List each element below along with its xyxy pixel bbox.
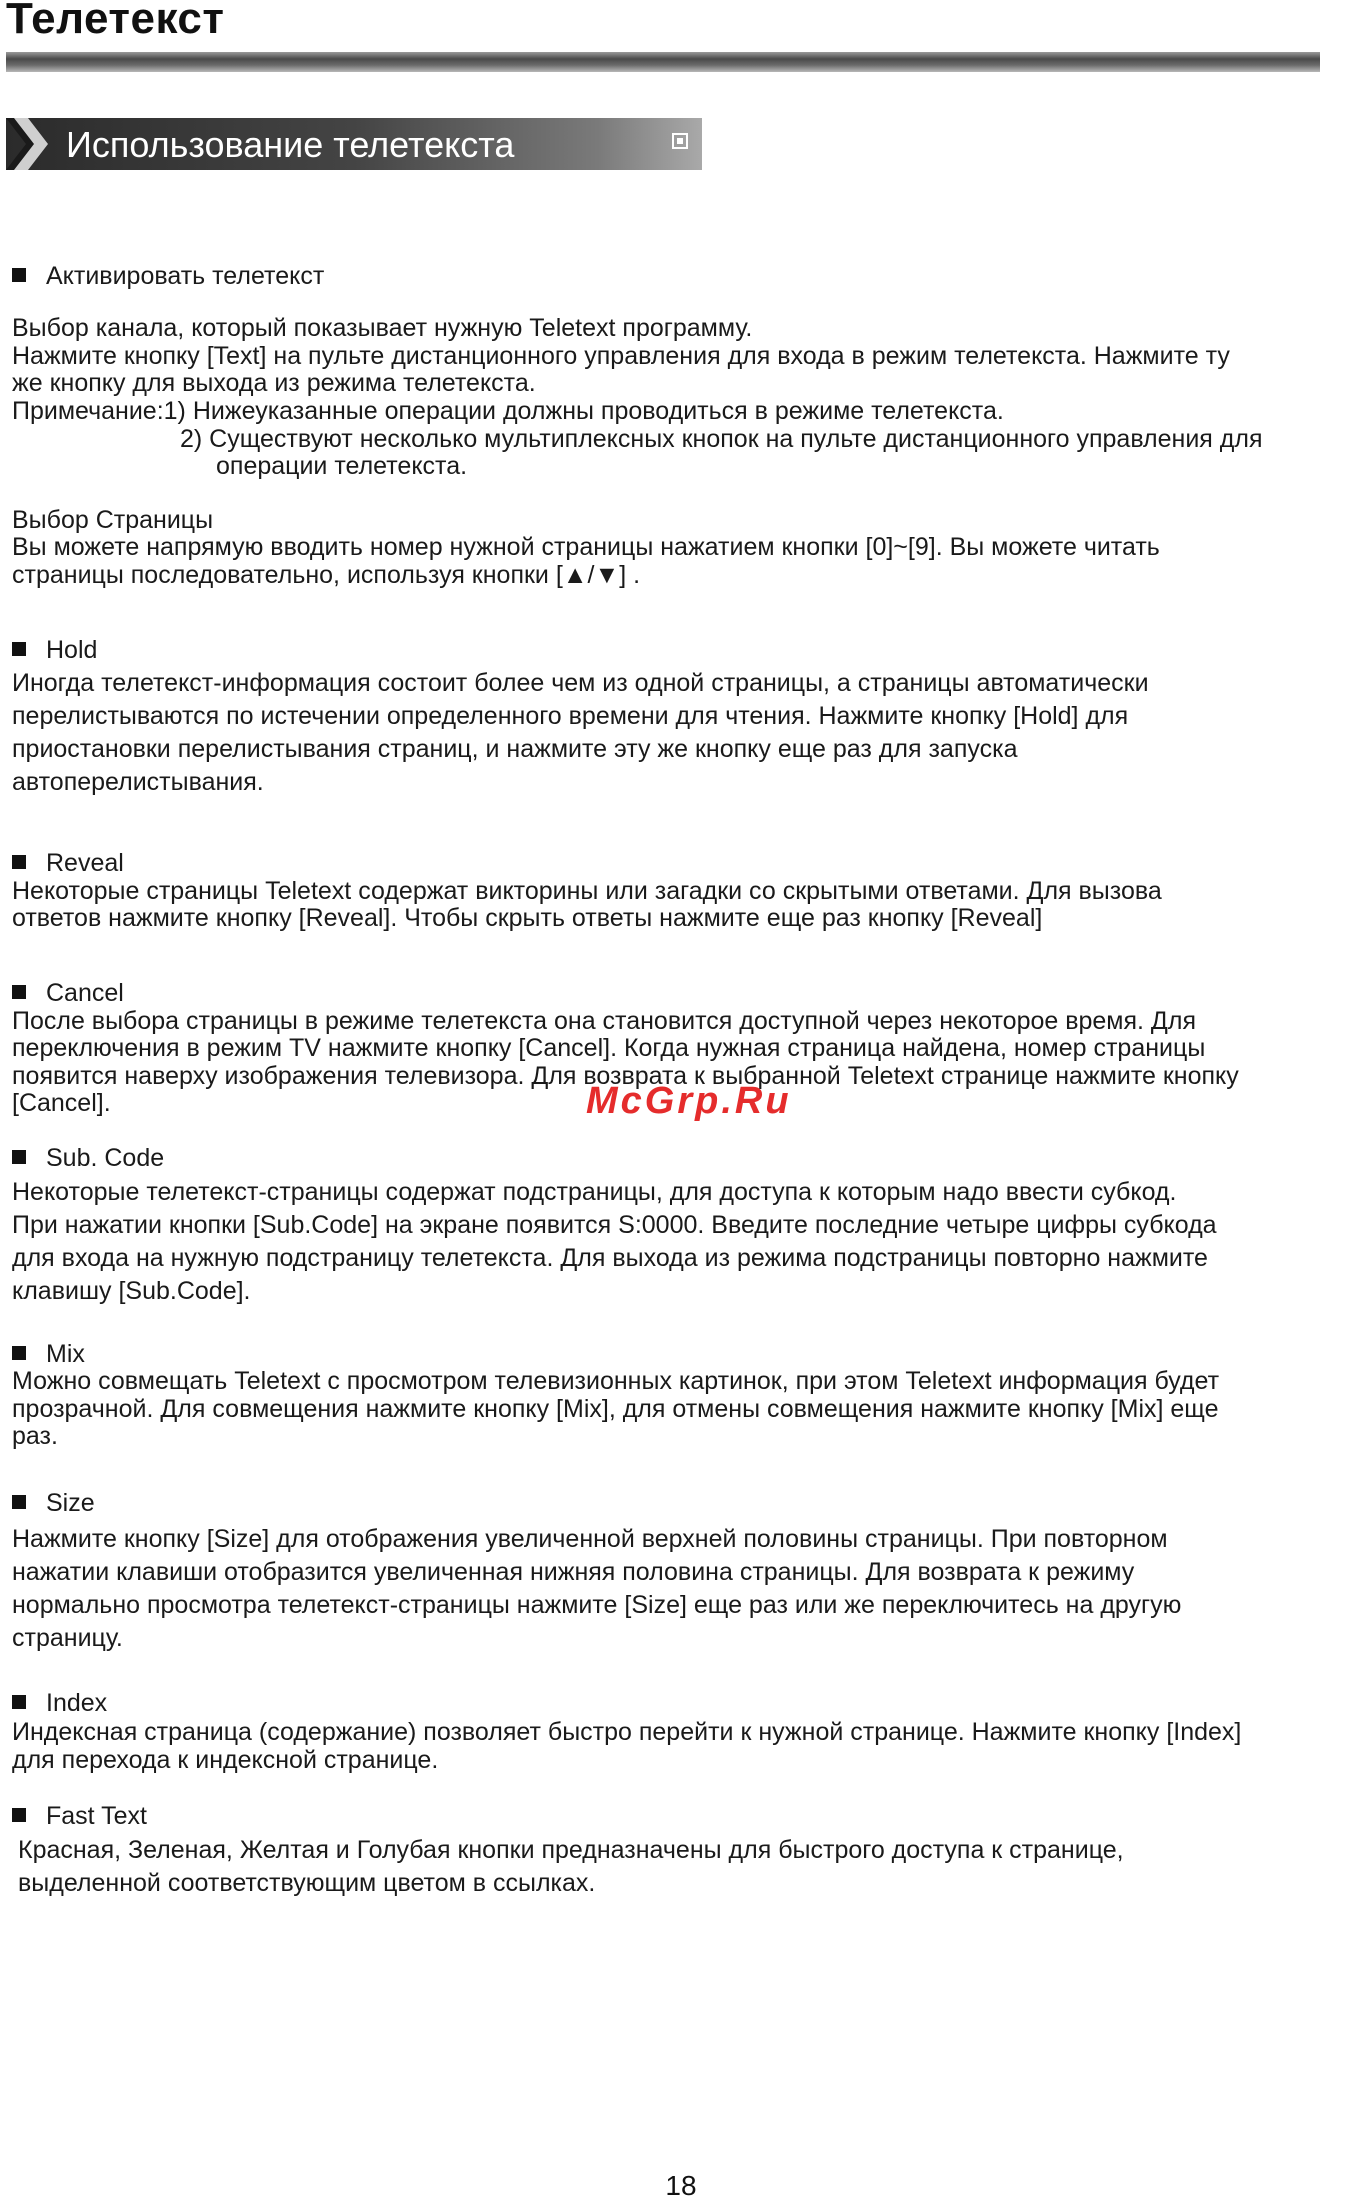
paragraph-line: Иногда телетекст-информация состоит более чем из одной страницы, а страницы автоматически <box>12 669 1149 697</box>
section-title: Использование телетекста <box>66 124 515 165</box>
section-heading-index: Index <box>12 1689 107 1717</box>
section-heading-reveal: Reveal <box>12 849 124 877</box>
paragraph-line: страницы последовательно, используя кнопки [▲/▼] . <box>12 561 641 589</box>
paragraph-line: появится наверху изображения телевизора. Для возврата к выбранной Teletext странице нажмите кнопку <box>12 1062 1239 1090</box>
bullet-icon <box>12 985 26 999</box>
section-heading-size: Size <box>12 1489 95 1517</box>
bullet-icon <box>12 855 26 869</box>
paragraph-line: переключения в режим TV нажмите кнопку [Cancel]. Когда нужная страница найдена, номер страницы <box>12 1034 1206 1062</box>
bullet-icon <box>12 268 26 282</box>
bullet-icon <box>12 642 26 656</box>
paragraph-line: для входа на нужную подстраницу телетекста. Для выхода из режима подстраницы повторно нажмите <box>12 1244 1208 1272</box>
section-heading-activate: Активировать телетекст <box>12 262 324 290</box>
paragraph-line: ответов нажмите кнопку [Reveal]. Чтобы скрыть ответы нажмите еще раз кнопку [Reveal] <box>12 904 1043 932</box>
paragraph-line: нормально просмотра телетекст-страницы нажмите [Size] еще раз или же переключитесь на другую <box>12 1591 1182 1619</box>
paragraph-line: Выбор канала, который показывает нужную Teletext программу. <box>12 314 753 342</box>
paragraph-line: перелистываются по истечении определенного времени для чтения. Нажмите кнопку [Hold] для <box>12 702 1129 730</box>
section-heading-fast-text: Fast Text <box>12 1802 147 1830</box>
paragraph-line: Некоторые телетекст-страницы содержат подстраницы, для доступа к которым надо ввести субкод. <box>12 1178 1177 1206</box>
section-heading-sub-code: Sub. Code <box>12 1144 164 1172</box>
paragraph-line: При нажатии кнопки [Sub.Code] на экране появится S:0000. Введите последние четыре цифры субкода <box>12 1211 1217 1239</box>
paragraph-line: Индексная страница (содержание) позволяет быстро перейти к нужной странице. Нажмите кнопку [Index] <box>12 1718 1242 1746</box>
bullet-icon <box>12 1495 26 1509</box>
page-number: 18 <box>665 2170 697 2201</box>
paragraph-line: Некоторые страницы Teletext содержат викторины или загадки со скрытыми ответами. Для вызова <box>12 877 1162 905</box>
bullet-icon <box>12 1346 26 1360</box>
watermark: McGrp.Ru <box>586 1080 792 1122</box>
paragraph-line: операции телетекста. <box>216 452 468 480</box>
paragraph-line: Вы можете напрямую вводить номер нужной страницы нажатием кнопки [0]~[9]. Вы можете читать <box>12 533 1160 561</box>
paragraph-line: Примечание:1) Нижеуказанные операции должны проводиться в режиме телетекста. <box>12 397 1004 425</box>
section-heading-hold: Hold <box>12 636 97 664</box>
paragraph-line: автоперелистывания. <box>12 768 264 796</box>
bullet-icon <box>12 1695 26 1709</box>
square-icon <box>672 133 688 149</box>
bullet-icon <box>12 1150 26 1164</box>
paragraph-line: [Cancel]. <box>12 1089 111 1117</box>
paragraph-line: раз. <box>12 1422 58 1450</box>
section-banner <box>6 118 702 170</box>
title-divider <box>6 52 1320 72</box>
paragraph-line: Нажмите кнопку [Text] на пульте дистанционного управления для входа в режим телетекста. Нажмите ту <box>12 342 1230 370</box>
section-heading-mix: Mix <box>12 1340 85 1368</box>
paragraph-line: Красная, Зеленая, Желтая и Голубая кнопки предназначены для быстрого доступа к странице, <box>18 1836 1124 1864</box>
section-heading-cancel: Cancel <box>12 979 124 1007</box>
paragraph-line: клавишу [Sub.Code]. <box>12 1277 251 1305</box>
paragraph-line: приостановки перелистывания страниц, и нажмите эту же кнопку еще раз для запуска <box>12 735 1018 763</box>
paragraph-line: 2) Существуют несколько мультиплексных кнопок на пульте дистанционного управления для <box>180 425 1263 453</box>
section-heading-page-select: Выбор Страницы <box>12 506 214 534</box>
chevron-right-icon <box>6 118 56 170</box>
paragraph-line: страницу. <box>12 1624 123 1652</box>
paragraph-line: же кнопку для выхода из режима телетекста. <box>12 369 536 397</box>
paragraph-line: нажатии клавиши отобразится увеличенная нижняя половина страницы. Для возврата к режиму <box>12 1558 1135 1586</box>
bullet-icon <box>12 1808 26 1822</box>
page-title: Телетекст <box>6 0 225 43</box>
paragraph-line: для перехода к индексной странице. <box>12 1746 439 1774</box>
paragraph-line: Нажмите кнопку [Size] для отображения увеличенной верхней половины страницы. При повторном <box>12 1525 1168 1553</box>
paragraph-line: Можно совмещать Teletext с просмотром телевизионных картинок, при этом Teletext информация будет <box>12 1367 1220 1395</box>
paragraph-line: выделенной соответствующим цветом в ссылках. <box>18 1869 596 1897</box>
paragraph-line: После выбора страницы в режиме телетекста она становится доступной через некоторое время. Для <box>12 1007 1196 1035</box>
paragraph-line: прозрачной. Для совмещения нажмите кнопку [Mix], для отмены совмещения нажмите кнопку [Mix] еще <box>12 1395 1219 1423</box>
